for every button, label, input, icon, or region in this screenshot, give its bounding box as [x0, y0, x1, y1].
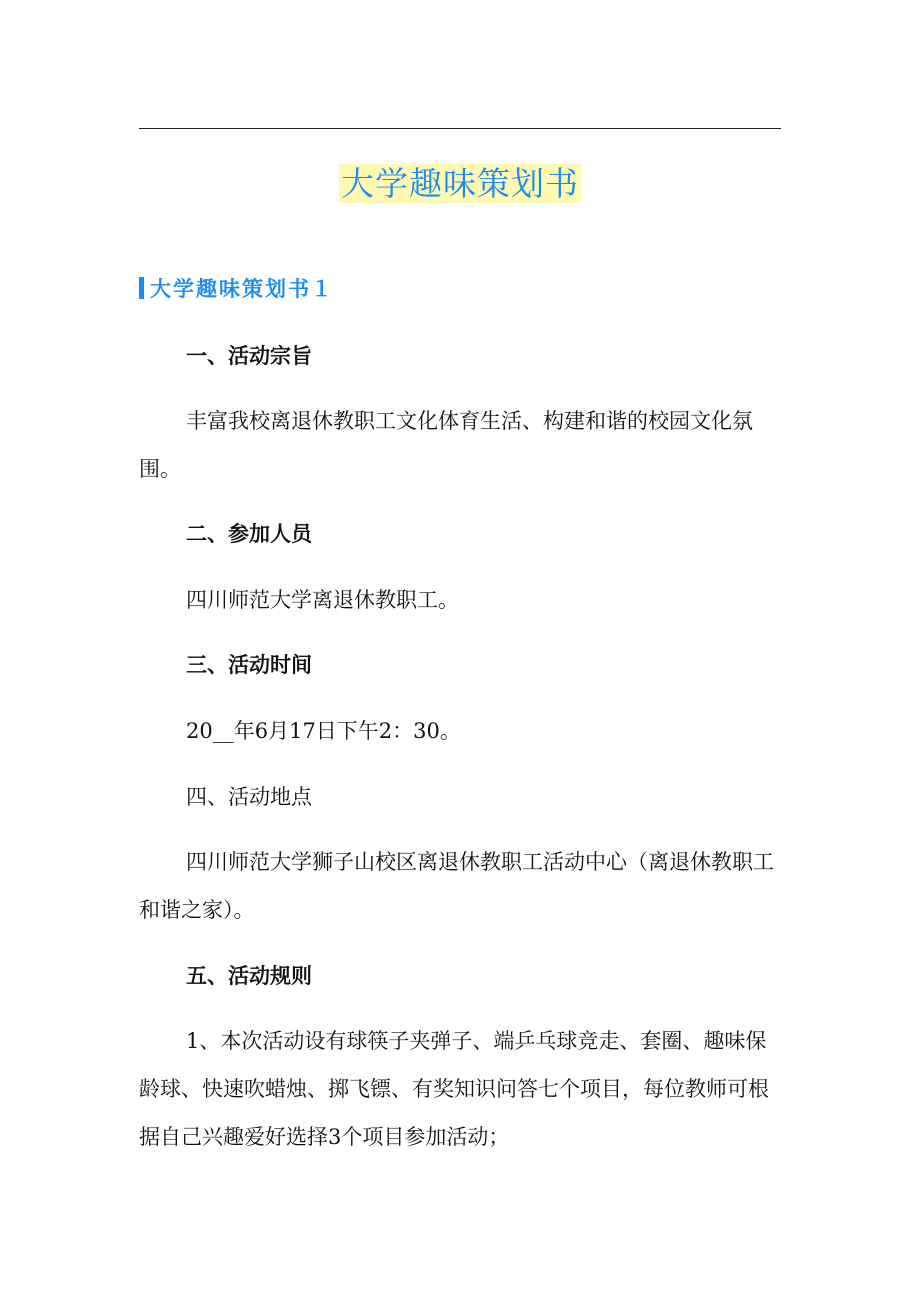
heading-location: 四、活动地点 — [186, 785, 312, 809]
document-title-wrap — [0, 158, 920, 205]
section-marker-bar — [139, 277, 144, 299]
top-divider — [139, 128, 781, 129]
paragraph-participants: 四川师范大学离退休教职工。 — [186, 588, 459, 612]
paragraph-location: 四川师范大学狮子山校区离退休教职工活动中心（离退休教职工和谐之家）。 — [139, 850, 774, 922]
heading-participants: 二、参加人员 — [186, 522, 312, 546]
paragraph-time: 20__年6月17日下午2：30。 — [186, 719, 461, 743]
heading-time: 三、活动时间 — [186, 653, 312, 677]
paragraph-rule-1: 1、本次活动设有球筷子夹弹子、端乒乓球竞走、套圈、趣味保龄球、快速吹蜡烛、掷飞镖、有奖知识问答七个项目，每位教师可根据自己兴趣爱好选择3个项目参加活动； — [139, 1029, 769, 1149]
section-heading-text: 大学趣味策划书１ — [150, 276, 334, 301]
heading-purpose: 一、活动宗旨 — [186, 344, 312, 368]
heading-rules: 五、活动规则 — [186, 964, 312, 988]
document-title: 大学趣味策划书 — [341, 164, 579, 203]
section-heading — [139, 273, 334, 303]
paragraph-purpose: 丰富我校离退休教职工文化体育生活、构建和谐的校园文化氛围。 — [139, 409, 753, 481]
